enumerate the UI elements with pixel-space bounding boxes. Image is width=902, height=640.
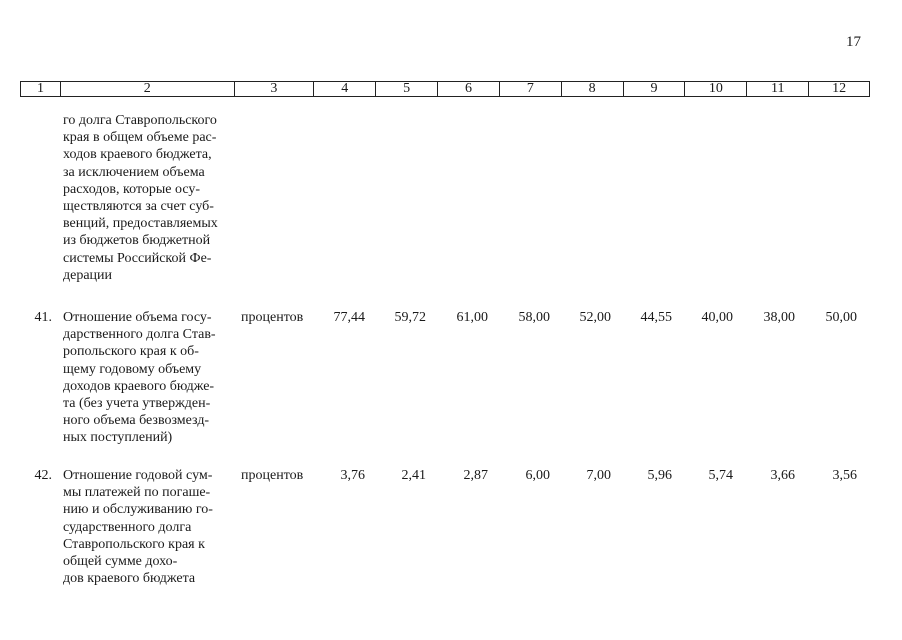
row-unit: процентов <box>241 468 304 483</box>
header-col-7: 7 <box>500 82 562 96</box>
header-col-9: 9 <box>624 82 686 96</box>
header-col-1: 1 <box>21 82 61 96</box>
description-line: дов краевого бюджета <box>63 571 196 587</box>
header-col-6: 6 <box>438 82 500 96</box>
value-col-12: 3,56 <box>832 468 857 483</box>
description-line: мы платежей по погаше- <box>63 485 211 501</box>
header-col-10: 10 <box>685 82 747 96</box>
value-col-11: 38,00 <box>763 310 795 325</box>
description-line: Отношение годовой сум- <box>63 468 213 483</box>
continuation-description <box>63 112 233 284</box>
row-number: 42. <box>34 468 52 483</box>
value-col-8: 7,00 <box>586 468 611 483</box>
header-col-11: 11 <box>747 82 809 96</box>
description-line: из бюджетов бюджетной <box>63 233 211 249</box>
description-line: Отношение объема госу- <box>63 310 212 325</box>
description-line: общей сумме дохо- <box>63 554 178 570</box>
description-line: края в общем объеме рас- <box>63 130 217 146</box>
header-col-8: 8 <box>562 82 624 96</box>
row-description <box>63 309 233 447</box>
value-col-10: 40,00 <box>701 310 733 325</box>
description-line: дерации <box>63 267 113 283</box>
value-col-6: 2,87 <box>463 468 488 483</box>
description-line: щему годовому объему <box>63 361 202 377</box>
description-line: ропольского края к об- <box>63 344 199 360</box>
value-col-4: 3,76 <box>340 468 365 483</box>
description-line: доходов краевого бюдже- <box>63 378 215 394</box>
value-col-7: 6,00 <box>525 468 550 483</box>
row-unit: процентов <box>241 310 304 325</box>
value-col-4: 77,44 <box>333 310 365 325</box>
description-line: Ставропольского края к <box>63 536 205 552</box>
value-col-5: 2,41 <box>401 468 426 483</box>
value-col-9: 44,55 <box>640 310 672 325</box>
header-col-12: 12 <box>832 81 847 96</box>
value-col-8: 52,00 <box>579 310 611 325</box>
value-col-7: 58,00 <box>518 310 550 325</box>
description-line: ходов краевого бюджета, <box>63 147 212 163</box>
description-line: нию и обслуживанию го- <box>63 502 213 518</box>
description-line: ного объема безвозмезд- <box>63 413 210 429</box>
header-col-3: 3 <box>235 82 315 96</box>
description-line: го долга Ставропольского <box>63 113 217 128</box>
description-line: дарственного долга Став- <box>63 327 216 343</box>
value-col-10: 5,74 <box>708 468 733 483</box>
row-description <box>63 467 233 587</box>
description-line: за исключением объема <box>63 164 205 180</box>
value-col-9: 5,96 <box>647 468 672 483</box>
table-header-row <box>20 81 870 97</box>
header-col-5: 5 <box>376 82 438 96</box>
value-col-5: 59,72 <box>394 310 426 325</box>
page-number: 17 <box>846 34 861 50</box>
row-number: 41. <box>34 310 52 325</box>
value-col-11: 3,66 <box>770 468 795 483</box>
description-line: ществляются за счет суб- <box>63 199 214 215</box>
description-line: венций, предоставляемых <box>63 216 218 232</box>
description-line: сударственного долга <box>63 519 192 535</box>
description-line: ных поступлений) <box>63 430 173 446</box>
description-line: та (без учета утвержден- <box>63 396 211 412</box>
value-col-12: 50,00 <box>825 310 857 325</box>
header-col-4: 4 <box>314 82 376 96</box>
description-line: системы Российской Фе- <box>63 250 212 266</box>
description-line: расходов, которые осу- <box>63 181 201 197</box>
header-col-2: 2 <box>61 82 235 96</box>
value-col-6: 61,00 <box>456 310 488 325</box>
